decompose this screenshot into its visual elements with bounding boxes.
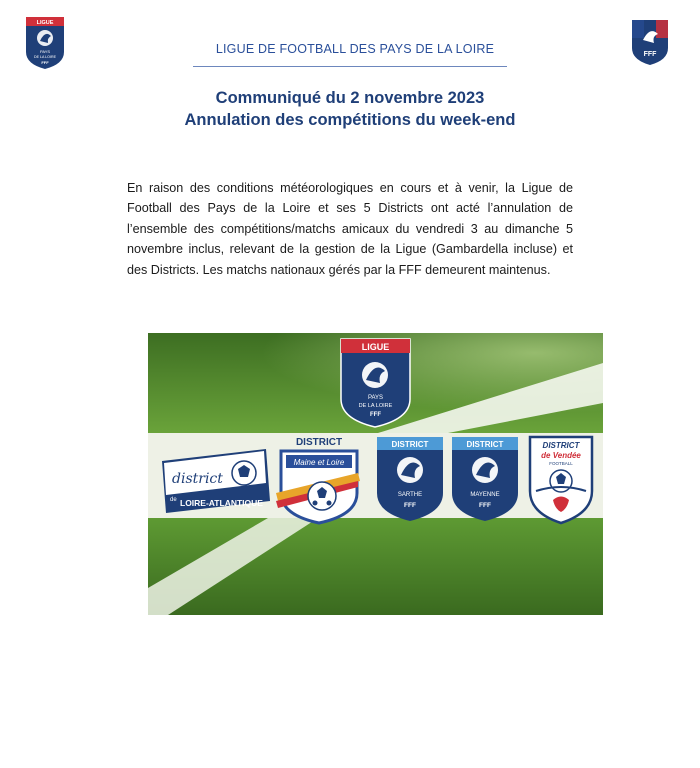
svg-text:PAYS: PAYS [39,49,51,54]
svg-text:LIGUE: LIGUE [361,342,390,352]
fff-logo [630,18,670,66]
svg-text:LOIRE-ATLANTIQUE: LOIRE-ATLANTIQUE [180,498,263,508]
svg-text:DISTRICT: DISTRICT [295,437,343,448]
banner-ligue-badge [341,339,410,427]
fff-logo-text: FFF [643,51,657,58]
svg-text:DE LA LOIRE: DE LA LOIRE [34,55,56,59]
district-sarthe-logo [377,437,443,521]
svg-text:FOOTBALL: FOOTBALL [549,461,573,466]
svg-text:FFF: FFF [404,502,416,509]
svg-text:district: district [172,471,223,487]
svg-text:DE LA LOIRE: DE LA LOIRE [358,403,393,409]
district-mayenne-logo [452,437,518,521]
logo-top-text: LIGUE [36,20,54,26]
page-title [100,87,600,131]
svg-text:Maine et Loire: Maine et Loire [293,458,345,467]
svg-text:FFF: FFF [41,60,49,65]
title-line-date: Communiqué du 2 novembre 2023 [215,89,485,107]
ligue-pays-de-la-loire-logo [24,14,66,70]
organization-name: LIGUE DE FOOTBALL DES PAYS DE LA LOIRE [215,42,495,56]
svg-text:MAYENNE: MAYENNE [470,492,500,498]
announcement-paragraph: En raison des conditions météorologiques en cours et à venir, la Ligue de Football des Pays de la Loire et ses 5 Districts ont acté l’annulation de l’ensemble des compétitions/matchs amicaux du vendredi 3 au dimanche 5 novembre inclus, relevant de la gestion de la Ligue (Gambardella incluse) et des Districts. Les matchs nationaux gérés par la FFF demeurent maintenus. [127,181,573,277]
svg-text:de Vendée: de Vendée [541,451,581,460]
header-divider [193,66,507,67]
svg-text:DISTRICT: DISTRICT [391,440,429,449]
svg-text:DISTRICT: DISTRICT [542,441,580,450]
svg-text:de: de [170,497,177,503]
svg-text:SARTHE: SARTHE [397,492,423,498]
svg-text:FFF: FFF [479,502,491,509]
district-maine-et-loire-logo [276,437,360,523]
svg-text:FFF: FFF [370,412,381,418]
district-vendee-logo [530,437,592,523]
title-line-subject: Annulation des compétitions du week-end [184,111,516,129]
svg-text:PAYS: PAYS [367,395,384,401]
svg-text:DISTRICT: DISTRICT [466,440,504,449]
districts-banner-image [148,333,603,615]
